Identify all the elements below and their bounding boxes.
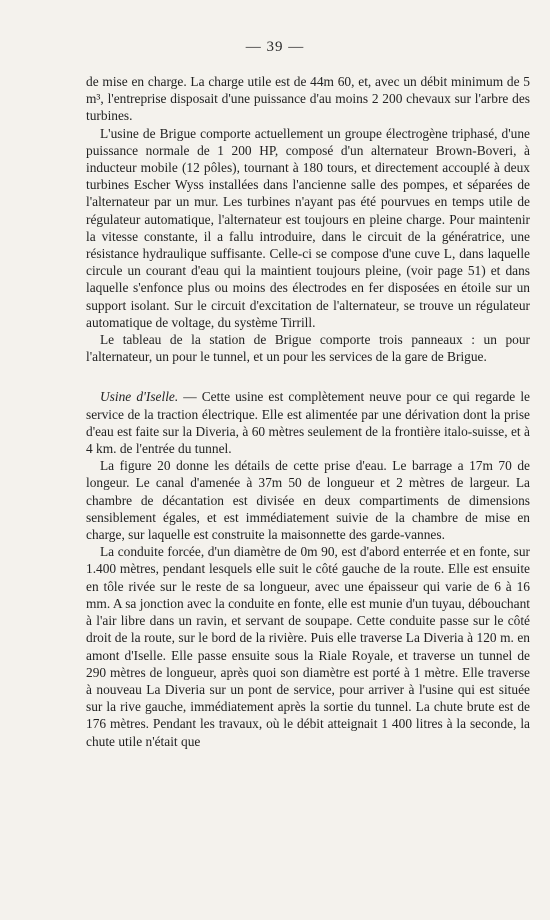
paragraph-2: L'usine de Brigue comporte actuellement un groupe électrogène triphasé, d'une puissance normale de 1 200 HP, composé d'un alternateur Brown-Boveri, à inducteur mobile (12 pôles), tournant à 180 tours, et directement accouplé à deux turbines Escher Wyss installées dans l'ancienne salle des pompes, et séparées de l'alternateur par un mur. Les turbines n'ayant pas été pourvues en temps utile de régulateur automatique, l'alternateur est toujours en pleine charge. Pour maintenir la vitesse constante, il a fallu introduire, dans le circuit de la génératrice, une résistance hydraulique suffisante. Celle-ci se compose d'une cuve L, dans laquelle circule un courant d'eau qui la maintient toujours pleine, (voir page 51) et dans laquelle s'enfonce plus ou moins des électrodes en fer disposées en étoile sur un support isolant. Sur le circuit d'excitation de l'alternateur, se trouve un régulateur automatique de voltage, du système Tirrill. — [86, 125, 530, 330]
paragraph-4 — [86, 388, 530, 457]
paragraph-1: de mise en charge. La charge utile est de 44m 60, et, avec un débit minimum de 5 m³, l'entreprise disposait d'une puissance d'au moins 2 200 chevaux sur l'arbre des turbines. — [86, 74, 530, 124]
paragraph-5: La figure 20 donne les détails de cette prise d'eau. Le barrage a 17m 70 de longeur. Le canal d'amenée à 37m 50 de longueur et 2 mètres de largeur. La chambre de décantation est divisée en deux compartiments de dimensions sensiblement égales, et est immédiatement suivie de la chambre de mise en charge, sur laquelle est construite la maisonnette des garde-vannes. — [86, 458, 530, 543]
paragraph-6: La conduite forcée, d'un diamètre de 0m 90, est d'abord enterrée et en fonte, sur 1.400 mètres, pendant lesquels elle suit le côté gauche de la route. Elle est ensuite en tôle rivée sur le reste de sa longueur, avec une épaisseur qui varie de 6 à 16 mm. A sa jonction avec la conduite en fonte, elle est munie d'un tuyau, débouchant à l'air libre dans un ravin, et servant de soupape. Cette conduite passe sur le côté droit de la route, sur le bord de la rivière. Puis elle traverse La Diveria à 120 m. en amont d'Iselle. Elle passe ensuite sous la Riale Royale, et traverse un tunnel de 290 mètres de longueur, après quoi son diamètre est porté à 1 mètre. Elle traverse à nouveau La Diveria sur un pont de service, pour arriver à l'usine qui est située sur la rive gauche, immédiatement après la sortie du tunnel. La chute brute est de 176 mètres. Pendant les travaux, où le débit atteignait 1 400 litres à la seconde, la chute utile n'était que — [86, 544, 530, 749]
paragraph-4-text: — Cette usine est complètement neuve pour ce qui regarde le service de la traction électrique. Elle est alimentée par une dérivation dont la prise d'eau est faite sur la Diveria, à 60 mètres seulement de la frontière italo-suisse, et à 4 km. de l'entrée du tunnel. — [86, 389, 530, 457]
paragraph-3: Le tableau de la station de Brigue comporte trois panneaux : un pour l'alternateur, un pour le tunnel, et un pour les services de la gare de Brigue. — [86, 332, 530, 365]
section-heading: Usine d'Iselle. — [100, 389, 179, 405]
page-number: — 39 — — [245, 39, 305, 55]
body-text — [86, 73, 530, 750]
